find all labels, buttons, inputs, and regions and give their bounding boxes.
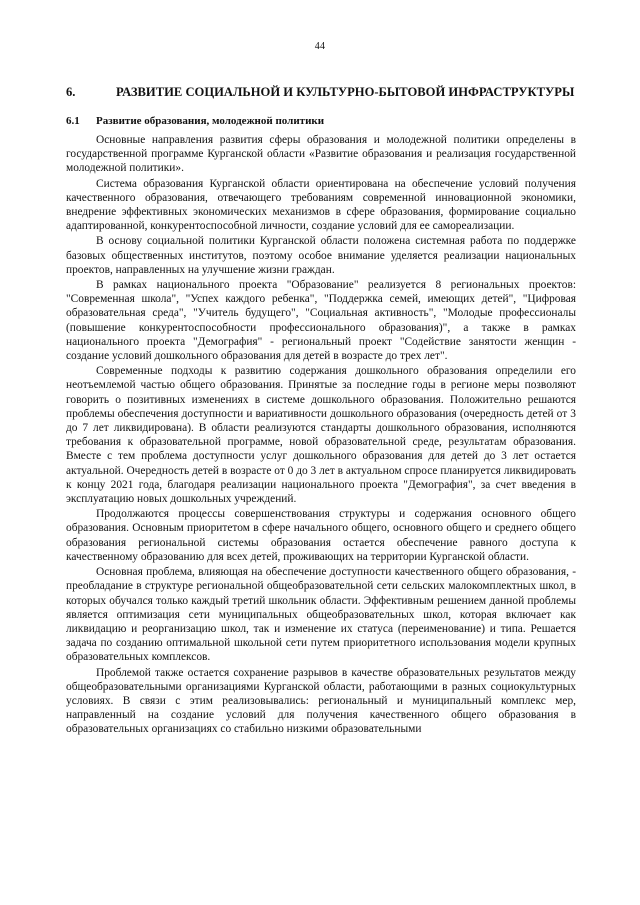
- document-body: [66, 133, 576, 738]
- paragraph: Проблемой также остается сохранение разрывов в качестве образовательных результатов между общеобразовательными организациями Курганской области, работающими в разных социокультурных условиях. В связи с этим реализовывались: региональный и муниципальный комплекс мер, направленный на создание условий для получения качественного общего образования в образовательных организациях со стабильно низкими образовательными: [66, 666, 576, 736]
- section-title: РАЗВИТИЕ СОЦИАЛЬНОЙ И КУЛЬТУРНО-БЫТОВОЙ ИНФРАСТРУКТУРЫ: [116, 85, 575, 99]
- subsection-title: Развитие образования, молодежной политики: [96, 115, 325, 127]
- section-number: 6.: [66, 85, 76, 99]
- paragraph: Система образования Курганской области ориентирована на обеспечение условий получения качественного образования, отвечающего требованиям современной инновационной экономики, внедрение эффективных экономических механизмов в сфере образования, формирование социально адаптированной, конкурентоспособной личности, создание условий для ее самореализации.: [66, 177, 576, 233]
- page-number: 44: [314, 41, 326, 52]
- subsection-number: 6.1: [66, 115, 80, 127]
- paragraph: Основная проблема, влияющая на обеспечение доступности качественного общего образования, - преобладание в структуре региональной общеобразовательной сети сельских малокомплектных школ, в которых обучался только каждый третий школьник области. Эффективным решением данной проблемы является оптимизация сети муниципальных общеобразовательных школ, которая включает как ликвидацию и реорганизацию школ, так и изменение их статуса (переименование) и типа. Решается задача по созданию оптимальной школьной сети путем приоритетного использования модели крупных образовательных комплексов.: [66, 566, 576, 664]
- paragraph: В рамках национального проекта "Образование" реализуется 8 региональных проектов: "Современная школа", "Успех каждого ребенка", "Поддержка семей, имеющих детей", "Цифровая образовательная среда", "Учитель будущего", "Социальная активность", "Молодые профессионалы (повышение конкурентоспособности профессионального образования)", а также в рамках национального проекта "Демография" - региональный проект "Содействие занятости женщин - создание условий дошкольного образования для детей в возрасте до трех лет".: [66, 279, 576, 363]
- paragraph: Продолжаются процессы совершенствования структуры и содержания основного общего образования. Основным приоритетом в сфере начального общего, основного общего и среднего общего образования региональной системы образования остается обеспечение равного доступа к качественному образованию для всех детей, проживающих на территории Курганской области.: [66, 508, 576, 563]
- paragraph: Современные подходы к развитию содержания дошкольного образования определили его неотъемлемой частью общего образования. Принятые за последние годы в регионе меры позволяют говорить о позитивных изменениях в системе дошкольного образования. Положительно решаются проблемы обеспечения доступности и вариативности дошкольного образования (очередность детей от 3 до 7 лет ликвидирована). В области реализуются стандарты дошкольного образования, исполняются требования к образовательной программе, новой образовательной среде, результатам образования. Вместе с тем проблема доступности услуг дошкольного образования для детей до 3 лет остается актуальной. Очередность детей в возрасте от 0 до 3 лет в актуальном спросе планируется ликвидировать к концу 2021 года, благодаря реализации национального проекта "Демография", за счет введения в эксплуатацию новых дошкольных учреждений.: [66, 365, 576, 506]
- paragraph: В основу социальной политики Курганской области положена системная работа по поддержке базовых общественных институтов, поэтому особое внимание уделяется реализации национальных проектов, направленных на улучшение жизни граждан.: [66, 235, 576, 276]
- paragraph: Основные направления развития сферы образования и молодежной политики определены в государственной программе Курганской области «Развитие образования и реализация государственной молодежной политики».: [66, 134, 576, 175]
